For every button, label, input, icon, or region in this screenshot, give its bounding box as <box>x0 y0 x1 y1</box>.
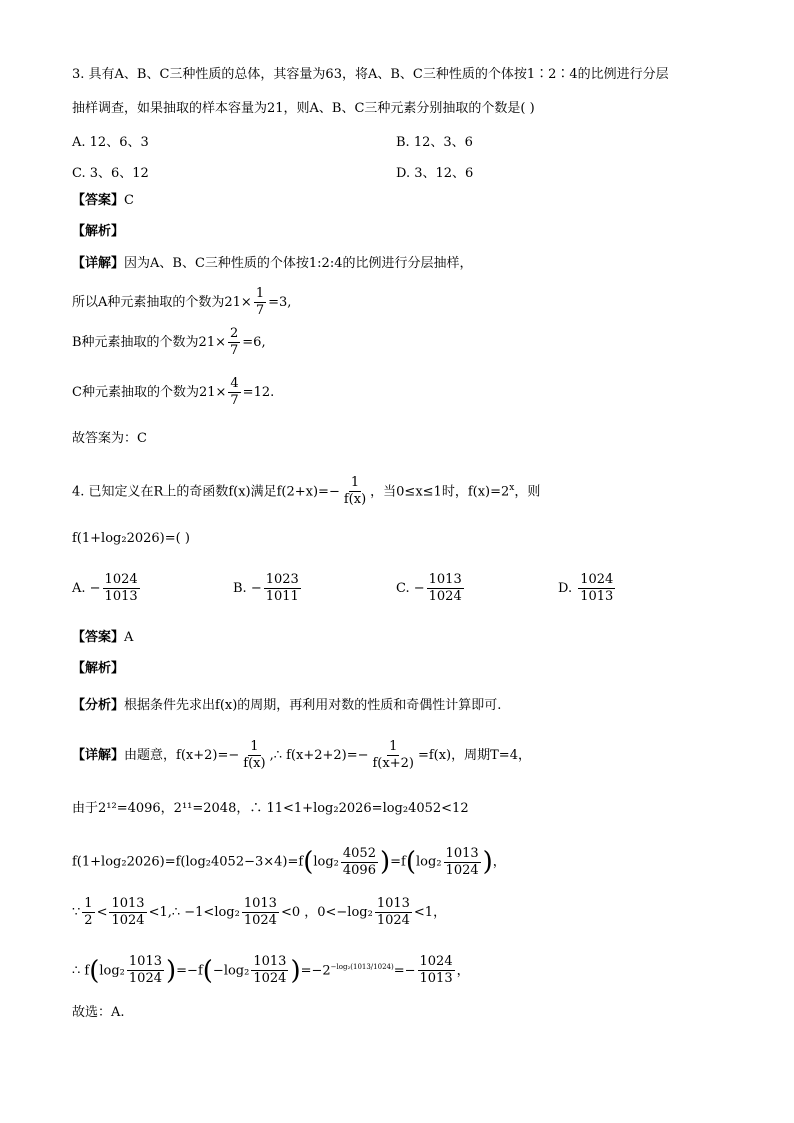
paren-left: ( <box>303 847 314 877</box>
expr-text: ， <box>456 963 470 979</box>
q4-stem-line1 <box>72 468 540 512</box>
frac-num: 1013 <box>253 954 287 970</box>
expr-text: =f(x)，周期T=4， <box>417 748 531 763</box>
frac-num: 1013 <box>128 954 162 970</box>
q4-option-d-fraction <box>578 572 615 605</box>
q3-final: 故答案为：C <box>72 431 147 446</box>
q4-answer-tag: 【答案】 <box>72 630 125 645</box>
q3-answer-tag: 【答案】 <box>72 193 125 208</box>
expr-text: −log₂ <box>212 963 250 979</box>
frac-num: 1 <box>250 739 259 754</box>
q3-calc-a-result: =3, <box>268 295 292 310</box>
frac-den: 1024 <box>428 589 462 604</box>
q4-stem-exponent: x <box>509 483 515 493</box>
q4-option-a <box>72 572 142 605</box>
fraction <box>418 954 455 987</box>
paren-left: ( <box>202 955 213 986</box>
q4-detail-line2: 由于2¹²=4096，2¹¹=2048，∴ 11<1+log₂2026=log₂4052<12 <box>72 801 469 816</box>
frac-den: 7 <box>255 303 265 318</box>
frac-num: 1024 <box>104 572 138 587</box>
expr-text: =−f <box>176 963 203 979</box>
fraction <box>371 739 416 772</box>
q3-stem-line2: 抽样调查，如果抽取的样本容量为21，则A、B、C三种元素分别抽取的个数是( ) <box>72 101 535 116</box>
fraction <box>375 896 412 929</box>
q3-answer-value: C <box>124 193 134 208</box>
fraction <box>242 896 279 929</box>
frac-num: 1 <box>389 739 398 754</box>
q4-option-d <box>558 572 617 605</box>
expr-text: <1,∴ −1<log₂ <box>148 905 240 920</box>
q3-calc-c-text: C种元素抽取的个数为21× <box>72 385 227 400</box>
frac-num: 4052 <box>342 845 376 861</box>
fraction <box>341 846 378 879</box>
frac-den: 1024 <box>243 913 277 928</box>
frac-den: 2 <box>84 913 93 928</box>
exponent: −log₂(1013/1024) <box>330 963 394 971</box>
frac-num: 1 <box>255 286 265 301</box>
frac-num: 1013 <box>445 845 479 861</box>
frac-den: 1024 <box>111 913 145 928</box>
q4-option-c-fraction <box>427 572 464 605</box>
option-prefix: A. − <box>72 581 101 596</box>
frac-den: 1013 <box>419 971 453 987</box>
paren-right: ) <box>482 847 493 877</box>
q3-answer <box>72 192 134 210</box>
option-prefix: D. <box>558 581 577 596</box>
q4-final: 故选：A. <box>72 1005 125 1020</box>
q4-fenxi <box>72 697 501 715</box>
expr-text: log₂ <box>99 963 125 979</box>
q4-option-a-fraction <box>103 572 140 605</box>
q3-option-c: C. 3、6、12 <box>72 166 149 181</box>
frac-den: 1011 <box>265 589 299 604</box>
q3-analysis-tag: 【解析】 <box>72 224 125 239</box>
paren-left: ( <box>405 847 417 877</box>
option-prefix: B. − <box>233 581 262 596</box>
q3-calc-b-text: B种元素抽取的个数为21× <box>72 335 226 350</box>
q3-calc-b-fraction <box>228 326 240 359</box>
paren-right: ) <box>379 847 391 877</box>
fraction <box>82 896 94 929</box>
q3-detail-text: 因为A、B、C三种性质的个体按1:2:4的比例进行分层抽样， <box>124 256 473 271</box>
q4-detail-line3 <box>72 840 506 885</box>
frac-num: 1 <box>350 475 360 491</box>
q3-calc-a <box>72 283 291 323</box>
q4-stem-part2: ，当0≤x≤1时，f(x)=2 <box>370 484 510 500</box>
q3-option-a: A. 12、6、3 <box>72 135 149 150</box>
q4-detail-tag: 【详解】 <box>72 748 125 763</box>
q4-answer-value: A <box>124 630 134 645</box>
expr-text: =− <box>393 963 416 979</box>
q3-detail-tag: 【详解】 <box>72 256 125 271</box>
frac-den: 7 <box>230 393 239 408</box>
frac-num: 1013 <box>428 572 462 587</box>
fraction <box>109 896 146 929</box>
q4-stem-part1: 4. 已知定义在R上的奇函数f(x)满足f(2+x)=− <box>72 484 340 500</box>
frac-den: 1013 <box>104 589 138 604</box>
frac-num: 1024 <box>580 572 614 587</box>
frac-num: 1013 <box>243 896 277 911</box>
expr-text: ∵ <box>72 905 81 920</box>
q4-analysis-tag: 【解析】 <box>72 661 125 676</box>
q4-fenxi-text: 根据条件先求出f(x)的周期，再利用对数的性质和奇偶性计算即可. <box>124 698 502 713</box>
fraction <box>444 846 481 879</box>
expr-text: <0 ，0<−log₂ <box>280 905 373 920</box>
q4-option-b <box>233 572 303 605</box>
expr-text: < <box>96 905 108 920</box>
q4-detail-line1 <box>72 736 531 776</box>
expr-text: ， <box>492 854 506 870</box>
frac-den: 1024 <box>253 971 287 987</box>
option-prefix: C. − <box>396 581 425 596</box>
q4-stem-fraction <box>342 475 368 508</box>
frac-den: f(x) <box>243 756 266 771</box>
frac-den: 1024 <box>128 971 162 987</box>
expr-text: =−2 <box>300 963 331 979</box>
frac-den: 1013 <box>580 589 614 604</box>
frac-num: 4 <box>230 376 239 391</box>
q4-stem-line2: f(1+log₂2026)=( ) <box>72 531 190 546</box>
frac-num: 1013 <box>376 896 410 911</box>
frac-den: 1024 <box>376 913 410 928</box>
frac-num: 1023 <box>265 572 299 587</box>
q3-calc-c-result: =12. <box>242 385 275 400</box>
expr-text: ∴ f <box>72 963 90 979</box>
q3-calc-b <box>72 323 266 363</box>
q3-calc-c-fraction <box>228 376 240 409</box>
q3-calc-a-fraction <box>254 286 266 319</box>
q3-stem-line1: 3. 具有A、B、C三种性质的总体，其容量为63，将A、B、C三种性质的个体按1∶2∶4的比例进行分层 <box>72 67 669 82</box>
q3-option-d: D. 3、12、6 <box>396 166 474 181</box>
q4-detail-line4 <box>72 893 446 933</box>
expr-text: log₂ <box>313 854 339 870</box>
fraction <box>251 954 288 987</box>
q4-answer <box>72 629 133 647</box>
fraction <box>241 739 267 772</box>
frac-num: 1024 <box>419 954 453 970</box>
q4-fenxi-tag: 【分析】 <box>72 698 125 713</box>
frac-den: f(x+2) <box>372 756 414 771</box>
frac-den: 1024 <box>445 862 479 878</box>
q3-calc-c <box>72 373 274 413</box>
expr-text: =f <box>390 854 406 870</box>
expr-text: log₂ <box>416 854 442 870</box>
fraction <box>127 954 164 987</box>
q4-detail-line5 <box>72 945 470 993</box>
paren-left: ( <box>89 955 100 986</box>
frac-den: f(x) <box>343 492 367 508</box>
q3-detail <box>72 255 472 273</box>
paren-right: ) <box>290 955 301 986</box>
q3-calc-a-text: 所以A种元素抽取的个数为21× <box>72 295 252 310</box>
frac-num: 2 <box>230 326 239 341</box>
expr-text: f(1+log₂2026)=f(log₂4052−3×4)=f <box>72 854 304 870</box>
frac-den: 7 <box>230 343 239 358</box>
expr-text: ,∴ f(x+2+2)=− <box>269 748 369 763</box>
paren-right: ) <box>166 955 177 986</box>
q4-stem-part3: ，则 <box>514 484 541 500</box>
q3-option-b: B. 12、3、6 <box>396 135 473 150</box>
frac-num: 1013 <box>111 896 145 911</box>
q3-calc-b-result: =6, <box>242 335 266 350</box>
frac-den: 4096 <box>342 862 376 878</box>
expr-text: 由题意，f(x+2)=− <box>124 748 240 763</box>
expr-text: <1， <box>413 905 447 920</box>
frac-num: 1 <box>84 896 93 911</box>
q4-option-b-fraction <box>264 572 301 605</box>
q4-option-c <box>396 572 466 605</box>
